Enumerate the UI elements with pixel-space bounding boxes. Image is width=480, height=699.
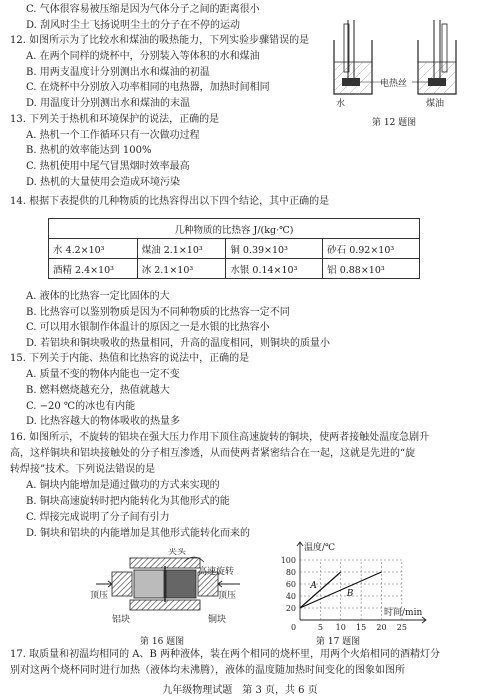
table-cell: 铜 0.39×10³ <box>226 239 323 259</box>
q13-option-b: B. 热机的效率能达到 100% <box>26 145 152 156</box>
q12-option-a: A. 在两个同样的烧杯中，分别装入等体积的水和煤油 <box>26 51 260 62</box>
fig16-label-spin: 高速旋转 <box>198 567 235 577</box>
q14-option-c: C. 可以用水银制作体温计的原因之一是水银的比热容小 <box>26 322 270 333</box>
x-tick-label: 15 <box>356 623 367 632</box>
table-cell: 铝 0.88×10³ <box>323 259 420 279</box>
table-cell: 冰 2.1×10³ <box>137 259 226 279</box>
fig16-friction-welding <box>90 548 250 632</box>
q14-option-b: B. 比热容可以鉴别物质是因为不同种物质的比热容一定不同 <box>26 307 290 318</box>
fig12-caption: 第 12 题图 <box>372 118 417 128</box>
fig16-label-clamp: 夹头 <box>168 548 187 557</box>
x-axis-label: 时间/min <box>384 608 423 618</box>
fig16-label-al: 铝块 <box>112 615 131 625</box>
table-row <box>49 239 420 259</box>
q16-stem-3: 转焊接”技术。下列说法错误的是 <box>10 464 156 475</box>
x-tick-label: 10 <box>335 623 346 632</box>
q12-option-d: D. 用温度计分别测出水和煤油的末温 <box>26 98 191 109</box>
press-right-arrow <box>218 581 240 587</box>
q12-option-c: C. 在烧杯中分别放入功率相同的电热器，加热时间相同 <box>26 82 270 93</box>
fig16-label-press-right: 顶压 <box>218 591 237 601</box>
fig12-label-kerosene: 煤油 <box>426 99 445 109</box>
q14-stem: 14. 根据下表提供的几种物质的比热容得出以下四个结论，其中正确的是 <box>10 196 330 207</box>
fig16-label-cu: 铜块 <box>208 615 227 625</box>
fig12-label-heater: 电热丝 <box>380 79 408 89</box>
q16-option-b: B. 铜块高速旋转时把内能转化为其他形式的能 <box>26 496 230 507</box>
table-cell: 砂石 0.92×10³ <box>323 239 420 259</box>
q13-option-c: C. 热机使用中尾气冒黑烟时效率最高 <box>26 161 190 172</box>
table-cell: 水银 0.14×10³ <box>226 259 323 279</box>
q16-option-a: A. 铜块内能增加是通过做功的方式来实现的 <box>26 480 220 491</box>
copper-block <box>166 570 196 598</box>
q11-option-d: D. 刮风时尘土飞扬说明尘土的分子在不停的运动 <box>26 20 241 31</box>
aluminum-block <box>134 570 164 598</box>
fig17-caption: 第 17 题图 <box>316 637 361 647</box>
specific-heat-table <box>48 218 420 279</box>
series-label-a: A <box>310 581 317 591</box>
q15-option-d: D. 比热容越大的物体吸收的热量多 <box>26 416 181 427</box>
fig12-beakers <box>322 20 474 112</box>
y-tick-label: 60 <box>285 580 296 589</box>
q11-option-c: C. 气体很容易被压缩是因为气体分子之间的距离很小 <box>26 4 260 15</box>
fig17-temperature-chart <box>262 540 458 636</box>
q16-option-c: C. 焊接完成说明了分子间有引力 <box>26 512 170 523</box>
q15-option-a: A. 质量不变的物体内能也一定不变 <box>26 369 180 380</box>
q13-option-d: D. 热机的大量使用会造成环境污染 <box>26 177 181 188</box>
q16-option-d: D. 铜块和铝块的内能增加是其他形式能转化而来的 <box>26 528 251 539</box>
table-cell: 煤油 2.1×10³ <box>137 239 226 259</box>
q12-stem: 12. 如图所示为了比较水和煤油的吸热能力，下列实验步骤错误的是 <box>10 35 310 46</box>
press-left-arrow <box>96 581 112 587</box>
q16-stem-2: 高，这样铜块和铝块接触处的分子相互渗透，从而使两者紧密结合在一起，这就是先进的“旋 <box>10 448 416 459</box>
q15-stem: 15. 下列关于内能、热值和比热容的说法中，正确的是 <box>10 353 250 364</box>
origin-label: 0 <box>291 623 297 632</box>
series-label-b: B <box>346 589 354 599</box>
y-tick-label: 20 <box>285 604 296 613</box>
y-tick-label: 80 <box>285 568 296 577</box>
q12-option-b: B. 用两支温度计分别测出水和煤油的初温 <box>26 67 210 78</box>
fig16-label-press-left: 顶压 <box>90 591 109 601</box>
x-tick-label: 25 <box>396 623 407 632</box>
kerosene-beaker <box>418 20 456 94</box>
table-cell: 水 4.2×10³ <box>49 239 138 259</box>
water-beaker <box>334 20 372 94</box>
page-footer: 九年级物理试题 第 3 页，共 6 页 <box>162 685 318 696</box>
q16-stem-1: 16. 如图所示，不旋转的铝块在强大压力作用下顶住高速旋转的铜块，使两者接触处温度急剧升 <box>10 432 430 443</box>
q17-stem-1: 17. 取质量和初温均相同的 A、B 两种液体，装在两个相同的烧杯里，用两个火焰相同的酒精灯分 <box>10 649 441 660</box>
fig12-label-water: 水 <box>336 99 346 109</box>
x-tick-label: 20 <box>376 623 387 632</box>
table-header: 几种物质的比热容 J/(kg·℃) <box>49 219 420 239</box>
q13-option-a: A. 热机一个工作循环只有一次做功过程 <box>26 130 200 141</box>
y-tick-label: 40 <box>285 592 296 601</box>
q14-option-a: A. 液体的比热容一定比固体的大 <box>26 291 170 302</box>
table-row <box>49 259 420 279</box>
q15-option-b: B. 燃料燃烧越充分，热值就越大 <box>26 385 170 396</box>
y-axis-label: 温度/℃ <box>304 543 336 553</box>
q15-option-c: C. −20 ℃的冰也有内能 <box>26 401 136 412</box>
table-cell: 酒精 2.4×10³ <box>49 259 138 279</box>
fig16-caption: 第 16 题图 <box>140 637 185 647</box>
x-tick-label: 5 <box>317 623 323 632</box>
q13-stem: 13. 下列关于热机和环境保护的说法，正确的是 <box>10 114 220 125</box>
q17-stem-2: 别对这两个烧杯同时进行加热（液体均未沸腾），液体的温度随加热时间变化的图象如图所 <box>10 665 405 676</box>
q14-option-d: D. 若铝块和铜块吸收的热量相同，升高的温度相同，则铜块的质量小 <box>26 338 331 349</box>
y-tick-label: 100 <box>280 556 296 565</box>
